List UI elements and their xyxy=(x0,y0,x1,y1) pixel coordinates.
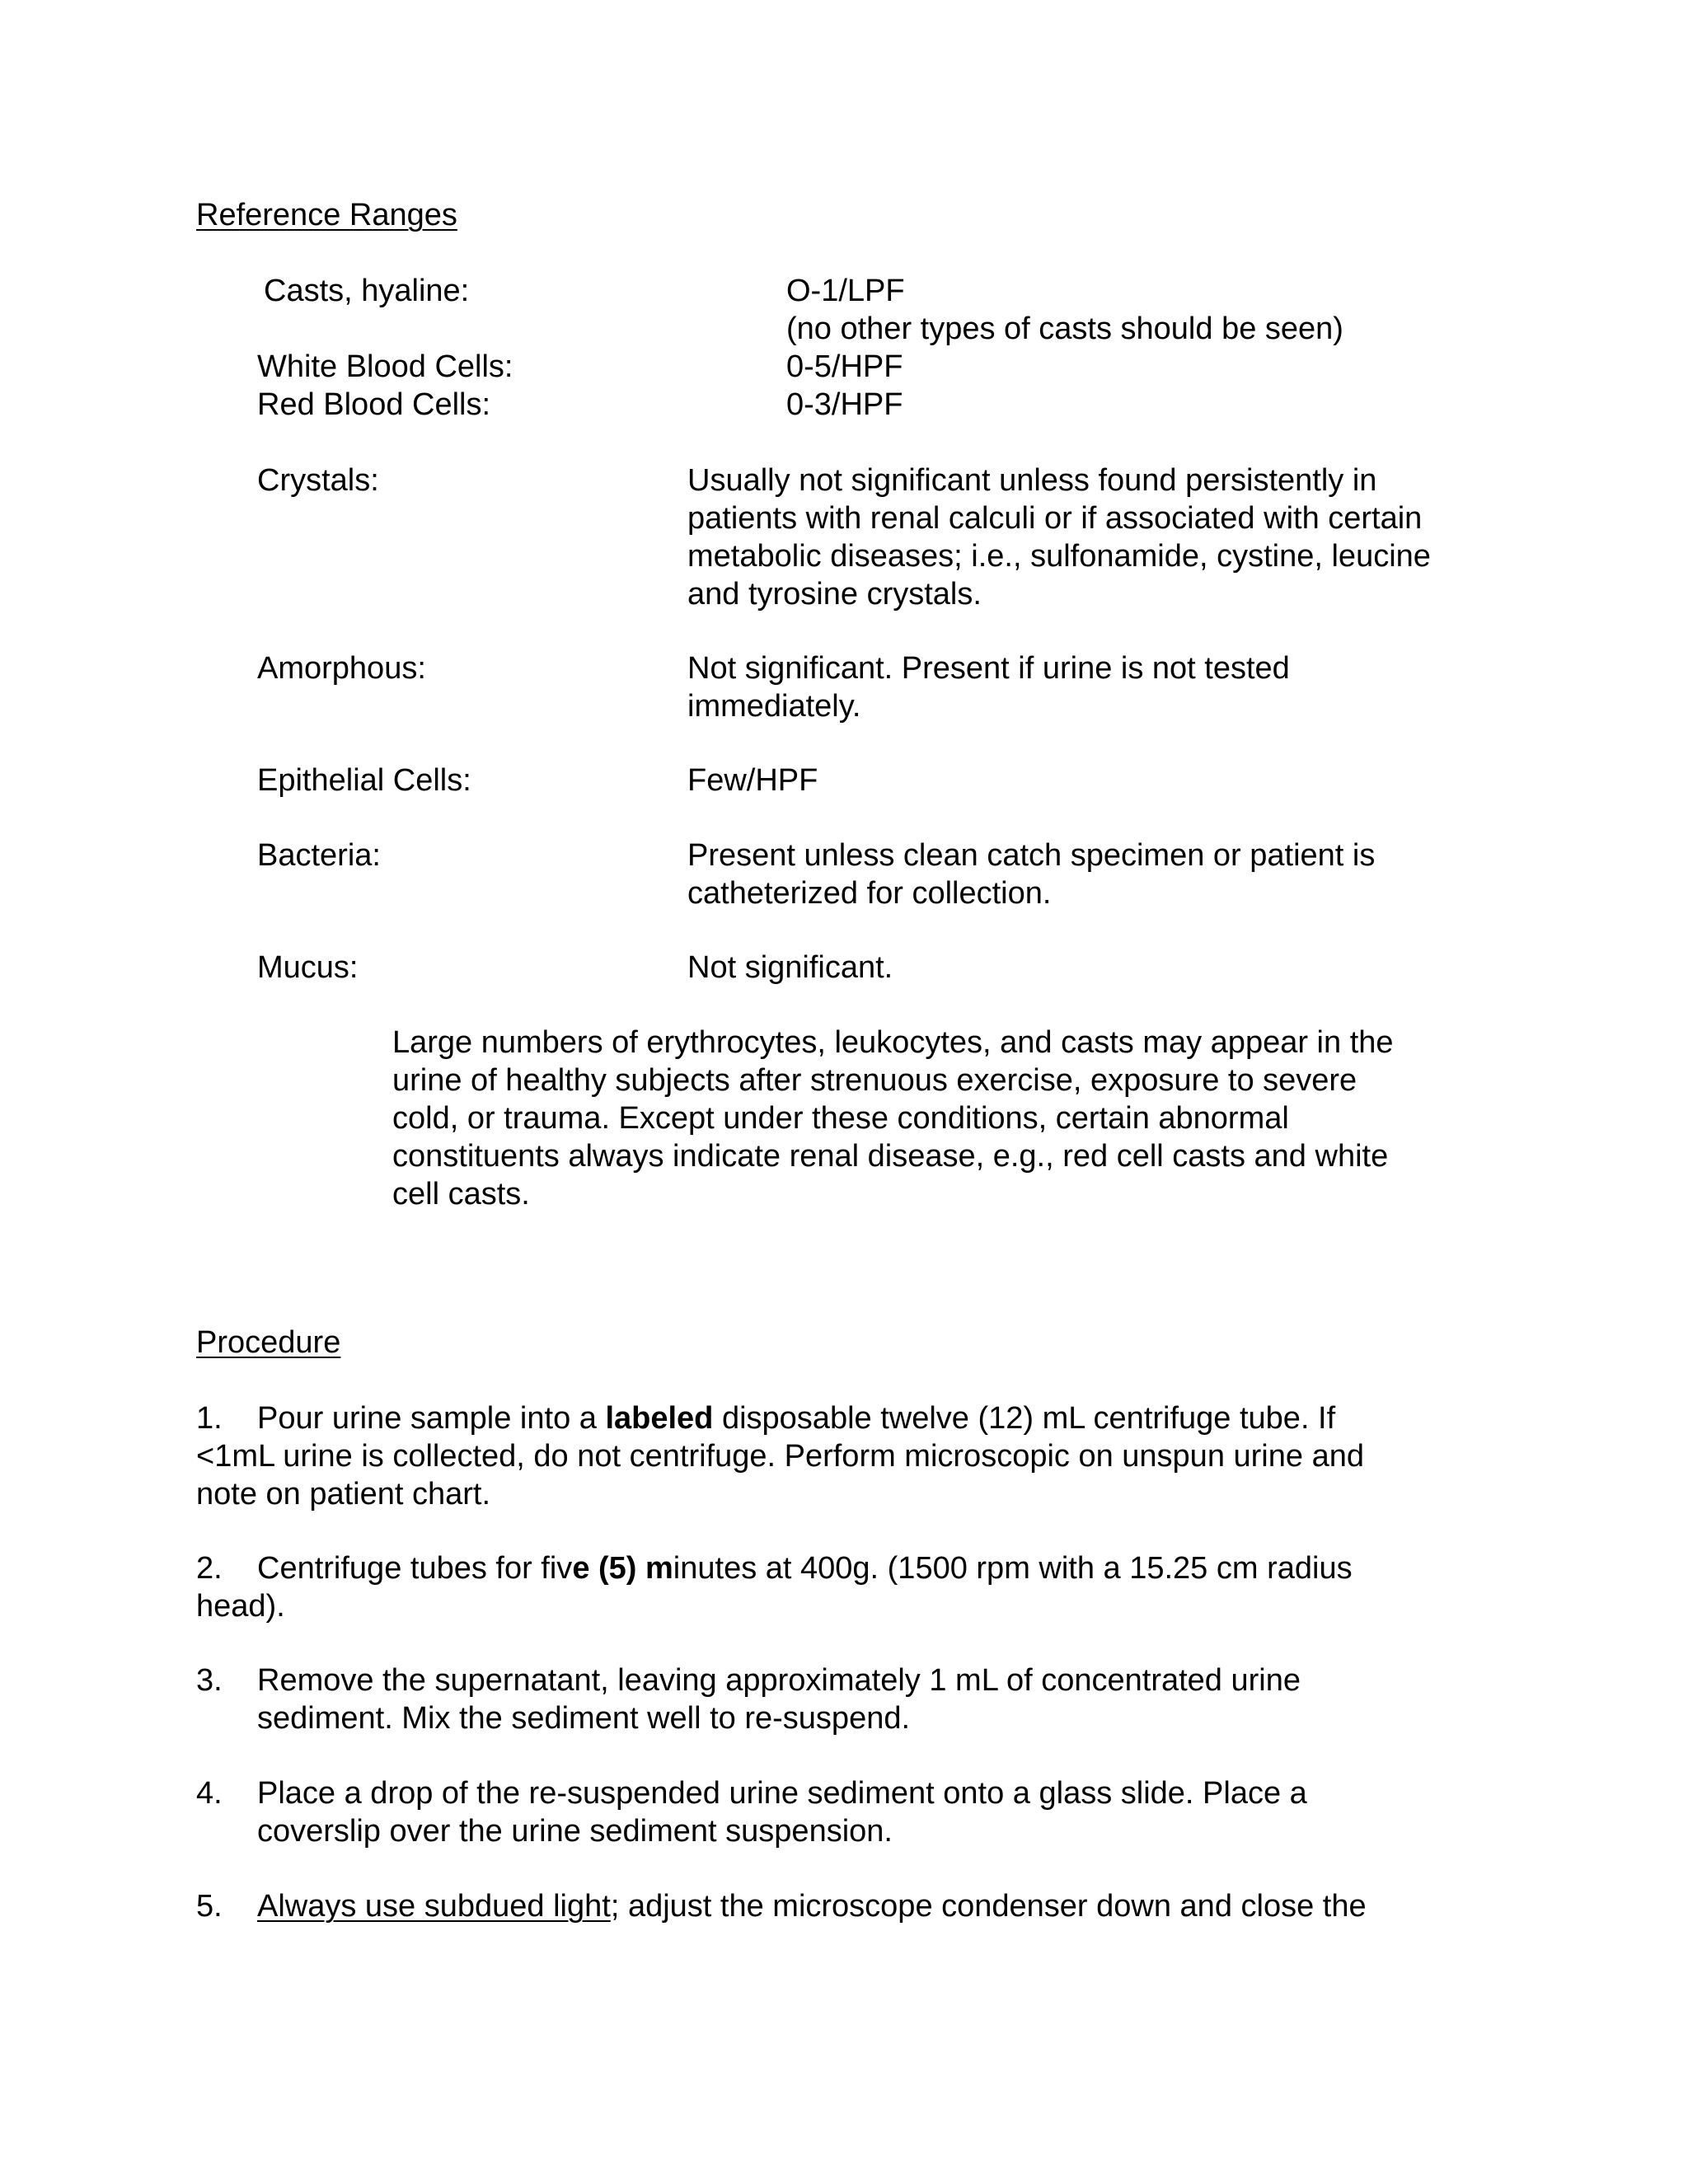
crystals-line-1: Usually not significant unless found persistently in xyxy=(687,463,1377,498)
crystals-line-3: metabolic diseases; i.e., sulfonamide, cystine, leucine xyxy=(687,539,1431,574)
step-2-bold-text: e (5) m xyxy=(572,1551,673,1586)
amorphous-label: Amorphous: xyxy=(257,651,426,686)
note-line-3: cold, or trauma. Except under these conditions, certain abnormal xyxy=(392,1101,1289,1136)
step-4-line-2: coverslip over the urine sediment suspension. xyxy=(257,1814,893,1849)
step-4-line-1: Place a drop of the re-suspended urine sediment onto a glass slide. Place a xyxy=(257,1776,1307,1811)
step-5-line-1: Always use subdued light; adjust the microscope condenser down and close the xyxy=(257,1889,1367,1924)
step-2-number: 2. xyxy=(196,1551,223,1586)
wbc-label: White Blood Cells: xyxy=(257,349,513,384)
step-2-line-1: Centrifuge tubes for five (5) minutes at 400g. (1500 rpm with a 15.25 cm radius xyxy=(257,1551,1353,1586)
note-line-1: Large numbers of erythrocytes, leukocytes, and casts may appear in the xyxy=(392,1025,1394,1060)
rbc-label: Red Blood Cells: xyxy=(257,387,491,422)
casts-hyaline-label: Casts, hyaline: xyxy=(264,274,470,308)
mucus-label: Mucus: xyxy=(257,950,359,985)
bacteria-line-1: Present unless clean catch specimen or patient is xyxy=(687,838,1376,873)
step-1-line-2: <1mL urine is collected, do not centrifuge. Perform microscopic on unspun urine and xyxy=(196,1439,1364,1474)
epithelial-label: Epithelial Cells: xyxy=(257,763,471,798)
note-line-5: cell casts. xyxy=(392,1177,530,1212)
step-1-line-3: note on patient chart. xyxy=(196,1477,491,1511)
step-3-number: 3. xyxy=(196,1663,223,1698)
step-1-bold-text: labeled xyxy=(605,1401,714,1436)
casts-hyaline-value: O-1/LPF xyxy=(786,274,905,308)
step-5-underlined-text: Always use subdued light xyxy=(257,1889,611,1924)
amorphous-line-1: Not significant. Present if urine is not tested xyxy=(687,651,1290,686)
reference-ranges-heading: Reference Ranges xyxy=(196,198,457,232)
crystals-line-4: and tyrosine crystals. xyxy=(687,577,982,612)
bacteria-line-2: catheterized for collection. xyxy=(687,876,1052,911)
crystals-label: Crystals: xyxy=(257,463,379,498)
procedure-heading: Procedure xyxy=(196,1325,341,1360)
step-4-number: 4. xyxy=(196,1776,223,1811)
mucus-value: Not significant. xyxy=(687,950,893,985)
rbc-value: 0-3/HPF xyxy=(786,387,903,422)
step-3-line-2: sediment. Mix the sediment well to re-suspend. xyxy=(257,1701,911,1736)
amorphous-line-2: immediately. xyxy=(687,689,861,724)
step-1-line-1: Pour urine sample into a labeled disposable twelve (12) mL centrifuge tube. If xyxy=(257,1401,1336,1436)
casts-note: (no other types of casts should be seen) xyxy=(786,312,1343,346)
step-1-number: 1. xyxy=(196,1401,223,1436)
crystals-line-2: patients with renal calculi or if associated with certain xyxy=(687,501,1423,536)
step-2-line-2: head). xyxy=(196,1589,285,1624)
wbc-value: 0-5/HPF xyxy=(786,349,903,384)
step-3-line-1: Remove the supernatant, leaving approximately 1 mL of concentrated urine xyxy=(257,1663,1301,1698)
step-5-number: 5. xyxy=(196,1889,223,1924)
note-line-2: urine of healthy subjects after strenuous exercise, exposure to severe xyxy=(392,1063,1357,1098)
bacteria-label: Bacteria: xyxy=(257,838,381,873)
note-line-4: constituents always indicate renal disease, e.g., red cell casts and white xyxy=(392,1139,1389,1174)
epithelial-value: Few/HPF xyxy=(687,763,818,798)
